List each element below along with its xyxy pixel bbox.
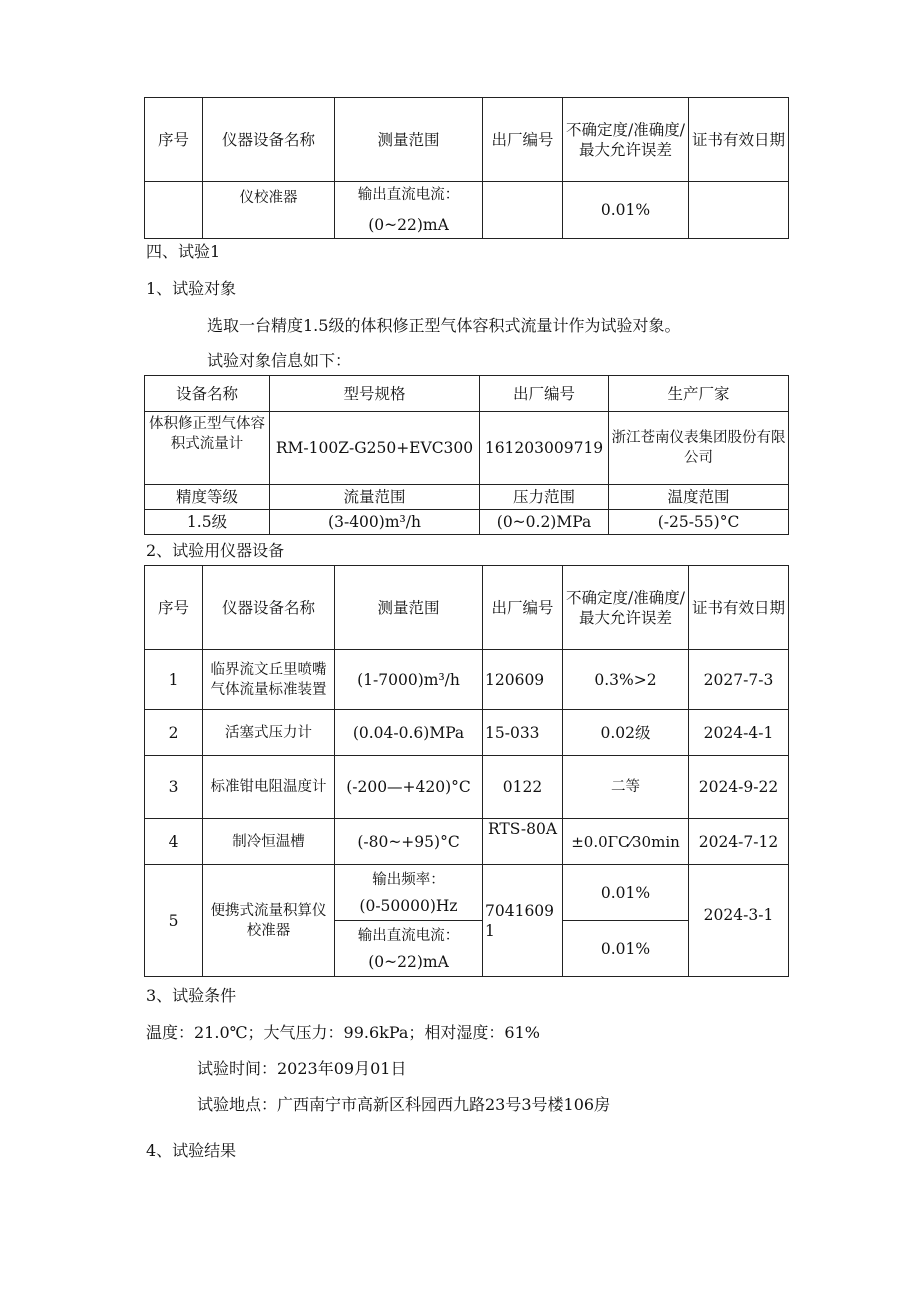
table-cell: 0122 (483, 756, 563, 819)
table-cell: 制冷恒温槽 (203, 819, 335, 865)
table-cell: 仪校准器 (203, 182, 335, 239)
header-cell: 仪器设备名称 (203, 566, 335, 650)
table-cell: 2024-7-12 (689, 819, 789, 865)
table-cell: RM-100Z-G250+EVC300 (270, 412, 480, 485)
header-cell: 流量范围 (270, 485, 480, 510)
table-cell (145, 182, 203, 239)
header-cell: 出厂编号 (483, 98, 563, 182)
table-cell: (0~0.2)MPa (480, 510, 609, 535)
table-row (145, 650, 789, 710)
table-cell: 2027-7-3 (689, 650, 789, 710)
header-cell: 仪器设备名称 (203, 98, 335, 182)
range-label: 输出频率： (372, 871, 445, 888)
range-value: (0-50000)Hz (359, 896, 458, 915)
subsection-title: 2、试验用仪器设备 (146, 541, 285, 560)
range-value: (0~22)mA (368, 216, 449, 234)
table-test-instruments (144, 565, 789, 977)
table-cell: 1 (145, 650, 203, 710)
table-cell: 便携式流量积算仪校准器 (203, 865, 335, 977)
table-cell: 0.3%>2 (563, 650, 689, 710)
table-test-object (144, 375, 789, 535)
range-label: 输出直流电流： (357, 927, 460, 944)
table-cell: 4 (145, 819, 203, 865)
table-cell (335, 182, 483, 239)
header-cell: 测量范围 (335, 566, 483, 650)
table-cell: RTS-80A (483, 819, 563, 865)
table-cell: 70416091 (483, 865, 563, 977)
conditions-text: 温度：21.0℃；大气压力：99.6kPa；相对湿度：61% (146, 1023, 540, 1042)
table-cell: (0.04-0.6)MPa (335, 710, 483, 756)
header-cell: 不确定度/准确度/最大允许误差 (563, 98, 689, 182)
header-cell: 不确定度/准确度/最大允许误差 (563, 566, 689, 650)
header-cell: 证书有效日期 (689, 566, 789, 650)
table-row (145, 865, 789, 921)
table-cell: (-25-55)°C (609, 510, 789, 535)
range-label: 输出直流电流： (357, 187, 460, 203)
table-cell: (1-7000)m³/h (335, 650, 483, 710)
header-cell: 设备名称 (145, 376, 270, 412)
test-place-text: 试验地点：广西南宁市高新区科园西九路23号3号楼106房 (197, 1095, 611, 1114)
table-cell (335, 865, 483, 921)
table-cell: (-80~+95)°C (335, 819, 483, 865)
table-cell: 0.02级 (563, 710, 689, 756)
table-cell: 1.5级 (145, 510, 270, 535)
table-row (145, 710, 789, 756)
table-cell: 3 (145, 756, 203, 819)
table-cell (689, 182, 789, 239)
test-time-text: 试验时间：2023年09月01日 (197, 1059, 407, 1078)
subsection-title: 1、试验对象 (146, 279, 237, 298)
table-cell: 标准钳电阻温度计 (203, 756, 335, 819)
paragraph: 选取一台精度1.5级的体积修正型气体容积式流量计作为试验对象。 (207, 316, 681, 335)
table-cell: 0.01% (563, 921, 689, 977)
subsection-title: 4、试验结果 (146, 1141, 237, 1160)
table-instrument-top (144, 97, 789, 239)
table-cell: 120609 (483, 650, 563, 710)
table-cell: 161203009719 (480, 412, 609, 485)
header-cell: 压力范围 (480, 485, 609, 510)
table-cell: 活塞式压力计 (203, 710, 335, 756)
range-value: (0~22)mA (368, 952, 449, 971)
table-cell: 2 (145, 710, 203, 756)
header-cell: 出厂编号 (480, 376, 609, 412)
table-cell: 2024-4-1 (689, 710, 789, 756)
table-cell: ±0.0ΓC⁄30min (563, 819, 689, 865)
table-cell: 2024-3-1 (689, 865, 789, 977)
header-cell: 出厂编号 (483, 566, 563, 650)
table-cell: (-200—+420)°C (335, 756, 483, 819)
section-title: 四、试验1 (146, 242, 221, 261)
table-cell (335, 921, 483, 977)
header-cell: 生产厂家 (609, 376, 789, 412)
table-cell: 二等 (563, 756, 689, 819)
header-cell: 证书有效日期 (689, 98, 789, 182)
table-cell: 浙江苍南仪表集团股份有限公司 (609, 412, 789, 485)
header-cell: 测量范围 (335, 98, 483, 182)
table-cell: 体积修正型气体容积式流量计 (145, 412, 270, 485)
subsection-title: 3、试验条件 (146, 986, 237, 1005)
table-cell (483, 182, 563, 239)
header-cell: 温度范围 (609, 485, 789, 510)
paragraph: 试验对象信息如下： (207, 351, 352, 370)
header-cell: 型号规格 (270, 376, 480, 412)
table-cell: 5 (145, 865, 203, 977)
table-cell: 2024-9-22 (689, 756, 789, 819)
table-cell: (3-400)m³/h (270, 510, 480, 535)
table-cell: 临界流文丘里喷嘴气体流量标准装置 (203, 650, 335, 710)
header-cell: 精度等级 (145, 485, 270, 510)
table-row (145, 756, 789, 819)
table-cell: 0.01% (563, 865, 689, 921)
table-row (145, 819, 789, 865)
table-cell: 15-033 (483, 710, 563, 756)
header-cell: 序号 (145, 98, 203, 182)
table-cell: 0.01% (563, 182, 689, 239)
header-cell: 序号 (145, 566, 203, 650)
